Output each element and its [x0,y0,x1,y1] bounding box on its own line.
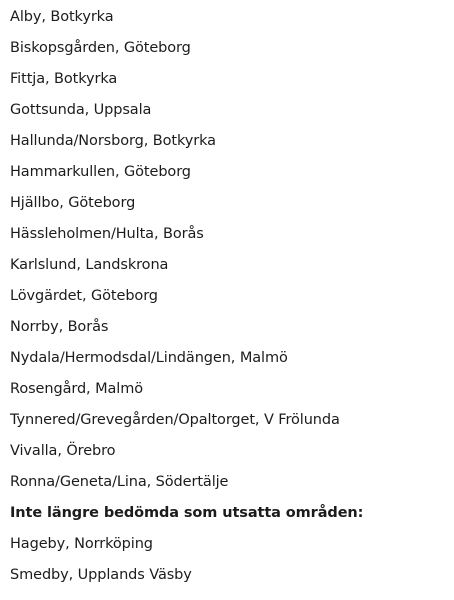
list-item: Fittja, Botkyrka [10,71,118,87]
list-item: Alby, Botkyrka [10,9,114,25]
list-item: Smedby, Upplands Väsby [10,567,192,583]
list-item: Hallunda/Norsborg, Botkyrka [10,133,216,149]
list-item: Rosengård, Malmö [10,381,143,397]
list-item: Hässleholmen/Hulta, Borås [10,226,204,242]
list-item: Karlslund, Landskrona [10,257,169,273]
list-item: Ronna/Geneta/Lina, Södertälje [10,474,229,490]
list-item: Vivalla, Örebro [10,443,116,459]
list-item: Nydala/Hermodsdal/Lindängen, Malmö [10,350,288,366]
list-item: Hammarkullen, Göteborg [10,164,191,180]
list-item: Gottsunda, Uppsala [10,102,152,118]
list-item: Tynnered/Grevegården/Opaltorget, V Frölunda [10,412,340,428]
list-item: Biskopsgården, Göteborg [10,40,191,56]
section-heading: Inte längre bedömda som utsatta områden: [10,505,364,521]
list-item: Lövgärdet, Göteborg [10,288,158,304]
list-item: Hageby, Norrköping [10,536,153,552]
list-item: Hjällbo, Göteborg [10,195,136,211]
list-item: Norrby, Borås [10,319,109,335]
